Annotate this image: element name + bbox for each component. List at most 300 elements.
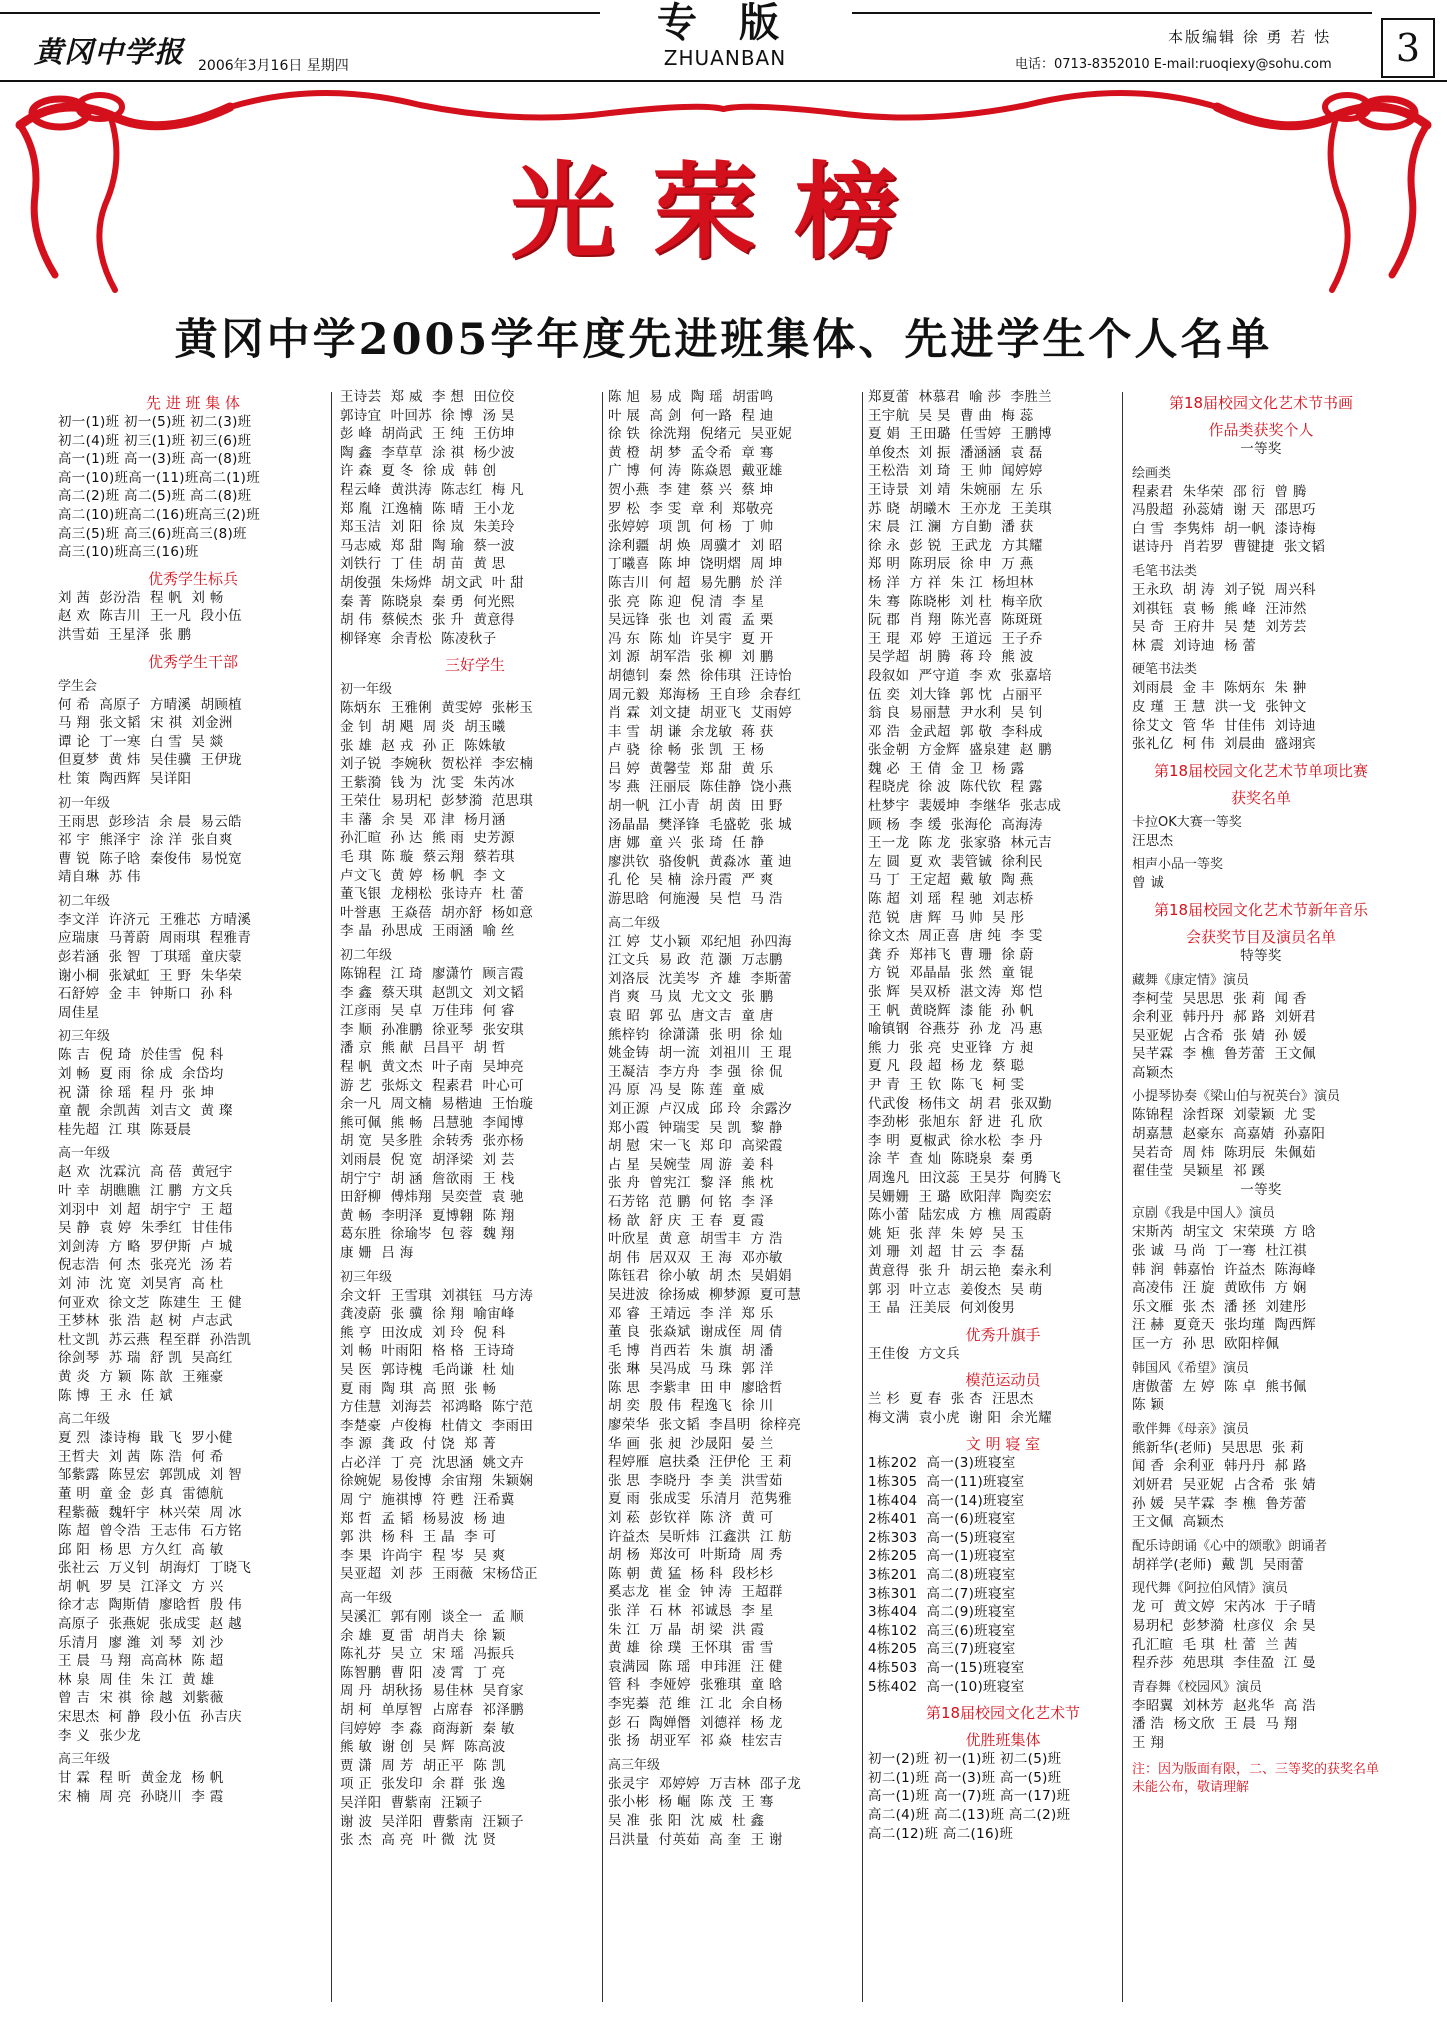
column-2 — [340, 388, 610, 2003]
name-line: 谢小桐 张斌虹 王 野 朱华荣 — [58, 967, 242, 984]
name-line: 陈吉川 何 超 易先鹏 於 洋 — [608, 574, 783, 591]
name-line: 袁满园 陈 瑶 申玮涯 汪 健 — [608, 1658, 783, 1675]
name-line: 周佳星 — [58, 1004, 100, 1021]
name-line: 张 诚 马 尚 丁一骞 杜江祺 — [1132, 1243, 1307, 1260]
name-line: 龙 可 黄文婷 宋芮冰 于子晴 — [1132, 1599, 1316, 1616]
name-line: 占 星 吴婉莹 周 游 姜 科 — [608, 1156, 774, 1173]
award-level: 一等奖 — [1240, 441, 1282, 457]
group-heading: 现代舞《阿拉伯风情》演员 — [1132, 1581, 1289, 1597]
name-line: 王 琨 邓 婷 王道远 王子乔 — [868, 630, 1043, 647]
name-line: 奚志龙 崔 金 钟 涛 王超群 — [608, 1584, 783, 1601]
name-line: 林 震 刘诗迪 杨 蕾 — [1132, 637, 1257, 654]
name-line: 贺小燕 李 建 蔡 兴 蔡 坤 — [608, 481, 774, 498]
name-line: 程晓虎 徐 波 陈代钦 程 露 — [868, 779, 1043, 796]
name-line: 徐文杰 周正喜 唐 纯 李 雯 — [868, 928, 1043, 945]
name-line: 倪志浩 何 杰 张亮光 汤 若 — [58, 1257, 233, 1274]
name-line: 2栋205 高一(1)班寝室 — [868, 1548, 1016, 1565]
name-line: 3栋404 高二(9)班寝室 — [868, 1604, 1016, 1621]
masthead — [0, 0, 1447, 82]
name-line: 卢 骁 徐 畅 张 凯 王 杨 — [608, 742, 765, 759]
name-line: 夏 凡 段 超 杨 龙 蔡 聪 — [868, 1058, 1025, 1075]
name-line: 初一(2)班 初一(1)班 初二(5)班 — [868, 1751, 1062, 1768]
name-line: 张灵宇 邓婷婷 万吉林 邵子龙 — [608, 1775, 802, 1792]
name-line: 5栋402 高一(10)班寝室 — [868, 1678, 1025, 1695]
name-line: 陈锦程 江 琦 廖潇竹 顾言霞 — [340, 966, 524, 983]
name-line: 1栋404 高一(14)班寝室 — [868, 1492, 1025, 1509]
name-line: 匡一方 孙 思 欧阳梓佩 — [1132, 1336, 1280, 1352]
name-line: 程紫薇 魏轩宇 林兴荣 周 冰 — [58, 1504, 242, 1521]
name-line: 占必洋 丁 亮 沈思涵 姚文卉 — [340, 1454, 524, 1471]
name-line: 胡德钊 秦 然 徐伟琪 汪诗怡 — [608, 667, 792, 684]
name-line: 胡 杨 郑汝可 叶斯琦 周 秀 — [608, 1547, 783, 1564]
name-line: 梅文满 袁小虎 谢 阳 余光耀 — [868, 1409, 1052, 1426]
name-line: 汪思杰 — [1132, 832, 1174, 849]
name-line: 孙 媛 吴芊霖 李 樵 鲁芳蕾 — [1132, 1495, 1307, 1512]
name-line: 邓 睿 王靖远 李 洋 郑 乐 — [608, 1305, 774, 1322]
name-line: 洪雪茹 王星泽 张 鹏 — [58, 626, 192, 643]
name-line: 毛 琪 陈 璇 蔡云翔 蔡若琪 — [340, 849, 515, 866]
name-line: 胡祥学(老师) 戴 凯 吴雨蕾 — [1132, 1556, 1305, 1573]
name-line: 初二(1)班 高一(3)班 高一(5)班 — [868, 1769, 1062, 1786]
name-line: 喻镇钢 谷燕芬 孙 龙 冯 惠 — [868, 1021, 1043, 1038]
name-line: 王 晨 马 翔 高高林 陈 超 — [58, 1653, 224, 1670]
name-line: 汪 赫 夏竟天 张均瑾 陶西辉 — [1132, 1317, 1316, 1334]
column-name-en: ZHUANBAN — [663, 46, 787, 70]
name-line: 刘雨晨 倪 宽 胡泽梁 刘 芸 — [340, 1151, 515, 1168]
name-line: 涂 芊 查 灿 陈晓泉 秦 勇 — [868, 1151, 1034, 1168]
name-line: 陈 旭 易 成 陶 瑶 胡雷鸣 — [608, 389, 774, 405]
name-line: 陶 鑫 李草草 涂 祺 杨少波 — [340, 444, 515, 461]
name-line: 管 科 李娅婷 张雅琪 童 晗 — [608, 1677, 783, 1694]
group-heading: 初一年级 — [58, 795, 111, 811]
name-line: 郭 羽 叶立志 姜俊杰 吴 萌 — [868, 1281, 1043, 1298]
section-title: 模范运动员 — [965, 1371, 1041, 1390]
name-line: 吴 静 袁 婷 朱季红 甘佳伟 — [58, 1220, 233, 1237]
name-line: 苏 晓 胡曦木 王亦龙 王美琪 — [868, 500, 1052, 517]
name-line: 郭 洪 杨 科 王 晶 李 可 — [340, 1529, 497, 1546]
name-line: 王宇航 吴 昊 曹 曲 梅 蕊 — [868, 407, 1034, 424]
name-line: 祝 潇 徐 瑶 程 丹 张 坤 — [58, 1084, 215, 1101]
name-line: 吴进波 徐扬威 柳梦源 夏可慧 — [608, 1286, 802, 1303]
group-heading: 韩国风《希望》演员 — [1132, 1360, 1250, 1376]
name-line: 初一(1)班 初一(5)班 初二(3)班 — [58, 414, 252, 430]
name-line: 方佳慧 刘海芸 祁鸿略 陈宁范 — [340, 1399, 534, 1416]
name-line: 冯 东 陈 灿 许昊宇 夏 开 — [608, 630, 774, 647]
name-line: 高二(10)班高二(16)班高三(2)班 — [58, 506, 261, 523]
section-title: 文 明 寝 室 — [965, 1435, 1041, 1454]
name-line: 余利亚 韩丹丹 郝 路 刘妍君 — [1132, 1009, 1316, 1026]
name-line: 陈 超 刘 瑶 程 驰 刘志桥 — [868, 891, 1034, 908]
name-line: 黄 雄 徐 璞 王怀琪 雷 雪 — [608, 1640, 774, 1657]
group-heading: 高一年级 — [58, 1146, 111, 1162]
group-heading: 高一年级 — [340, 1591, 393, 1607]
name-line: 伍 奕 刘大锋 郭 忱 占丽平 — [868, 686, 1043, 703]
name-line: 贾 潇 周 芳 胡正平 陈 凯 — [340, 1757, 506, 1774]
name-line: 翁 良 易丽慧 尹水利 吴 钊 — [868, 705, 1043, 722]
name-line: 3栋301 高二(7)班寝室 — [868, 1585, 1016, 1602]
group-heading: 配乐诗朗诵《心中的颂歌》朗诵者 — [1132, 1538, 1328, 1554]
name-line: 徐 铁 徐洗翔 倪绪元 吴亚妮 — [608, 426, 792, 443]
name-line: 靖自琳 苏 伟 — [58, 869, 141, 886]
name-line: 游 艺 张烁文 程素君 叶心可 — [340, 1077, 524, 1094]
name-line: 黄 炎 方 颖 陈 歆 王雍豪 — [58, 1368, 224, 1385]
name-line: 李 晶 孙思成 王雨涵 喻 丝 — [340, 923, 515, 940]
group-heading: 绘画类 — [1132, 465, 1172, 481]
newspaper-logo: 黄冈中学报 — [34, 35, 185, 69]
name-line: 邹紫露 陈昱宏 郭凯成 刘 智 — [58, 1467, 242, 1484]
name-line: 涂利疆 胡 焕 周骥才 刘 昭 — [608, 537, 783, 554]
name-line: 江彦雨 吴 卓 万佳玮 何 睿 — [340, 1003, 515, 1020]
section-title: 会获奖节目及演员名单 — [1185, 927, 1336, 946]
name-line: 胡宁宁 胡 涵 詹欲雨 王 栈 — [340, 1170, 515, 1187]
name-line: 吴 准 张 阳 沈 威 杜 鑫 — [608, 1812, 765, 1829]
name-line: 夏 雨 陶 琪 高 照 张 畅 — [340, 1380, 497, 1397]
name-line: 何 希 高原子 方晴溪 胡顾植 — [58, 696, 242, 713]
name-line: 王紫漪 钱 为 沈 雯 朱芮冰 — [340, 774, 515, 791]
name-line: 1栋305 高一(11)班寝室 — [868, 1474, 1025, 1491]
name-line: 刘羽中 刘 超 胡宇宁 王 超 — [58, 1201, 233, 1218]
name-line: 张 琳 吴冯成 马 珠 郭 洋 — [608, 1361, 774, 1378]
name-line: 陈 超 曾令浩 王志伟 石方铭 — [58, 1523, 242, 1540]
group-heading: 卡拉OK大赛一等奖 — [1132, 814, 1242, 830]
name-line: 项 正 张发印 余 群 张 逸 — [340, 1776, 506, 1793]
award-level: 一等奖 — [1240, 1181, 1282, 1198]
name-line: 张 辉 吴双桥 湛文涛 郑 恺 — [868, 984, 1043, 1000]
name-line: 范 锐 唐 辉 马 帅 吴 彤 — [868, 909, 1025, 926]
name-line: 唐 娜 童 兴 张 琦 任 静 — [608, 835, 765, 852]
name-line: 曾 诚 — [1132, 875, 1165, 892]
name-line: 龚凌蔚 张 骥 徐 翔 喻宙峰 — [340, 1306, 515, 1323]
name-line: 吴姗姗 王 璐 欧阳萍 陶奕宏 — [868, 1188, 1052, 1205]
group-heading: 京剧《我是中国人》演员 — [1132, 1206, 1276, 1222]
section-title: 第18届校园文化艺术节 — [925, 1704, 1081, 1723]
name-line: 马 翔 张文韬 宋 祺 刘金洲 — [58, 715, 233, 732]
name-line: 程素君 朱华荣 邵 衍 曾 腾 — [1132, 483, 1307, 500]
section-title: 第18届校园文化艺术节书画 — [1168, 394, 1354, 412]
name-line: 尹 青 王 钦 陈 飞 柯 雯 — [868, 1076, 1025, 1093]
name-line: 熊新华(老师) 吴思思 张 莉 — [1132, 1439, 1305, 1456]
name-line: 张 洋 石 林 祁诚恳 李 星 — [608, 1603, 774, 1619]
name-line: 陈礼芬 吴 立 宋 瑶 冯振兵 — [340, 1646, 515, 1663]
name-line: 4栋205 高三(7)班寝室 — [868, 1641, 1016, 1658]
name-line: 朱 骞 陈晓彬 刘 杜 梅辛欣 — [868, 593, 1043, 610]
name-line: 初二(4)班 初三(1)班 初三(6)班 — [58, 432, 252, 449]
name-line: 徐剑琴 苏 瑞 舒 凯 吴高红 — [58, 1350, 233, 1367]
name-line: 廖洪钦 骆俊帆 黄淼冰 董 迪 — [608, 853, 792, 870]
name-line: 罗 松 李 雯 章 利 郑敬亮 — [608, 500, 774, 517]
name-line: 刘 菘 彭钦祥 陈 济 黄 可 — [608, 1510, 774, 1527]
name-line: 李柯莹 吴思思 张 莉 闻 香 — [1132, 990, 1307, 1007]
group-heading: 硬笔书法类 — [1132, 662, 1198, 678]
column-divider — [1122, 392, 1123, 2002]
issue-date: 2006年3月16日 星期四 — [198, 58, 349, 74]
name-line: 1栋202 高一(3)班寝室 — [868, 1455, 1016, 1472]
name-line: 陈智鹏 曹 阳 凌 霄 丁 亮 — [340, 1664, 506, 1681]
name-line: 陈 吉 倪 琦 於佳雪 倪 科 — [58, 1047, 224, 1064]
name-line: 程婷雁 扈扶桑 汪伊伦 王 莉 — [608, 1454, 792, 1471]
name-line: 王佳俊 方文兵 — [868, 1345, 960, 1362]
name-line: 王凝洁 李方舟 李 强 徐 侃 — [608, 1063, 783, 1080]
name-line: 曹 锐 陈子晗 秦俊伟 易悦宽 — [58, 850, 242, 867]
name-line: 胡 宽 吴多胜 余转秀 张亦杨 — [340, 1133, 524, 1150]
group-heading: 学生会 — [58, 678, 98, 694]
name-line: 吴芊霖 李 樵 鲁芳蕾 王文佩 — [1132, 1046, 1316, 1063]
name-line: 廖荣华 张文韬 李昌明 徐梓亮 — [608, 1417, 802, 1434]
name-line: 吴亚妮 占含希 张 婧 孙 媛 — [1132, 1027, 1307, 1044]
name-line: 高三(5)班 高三(6)班高三(8)班 — [58, 525, 247, 542]
name-line: 高三(10)班高三(16)班 — [58, 544, 199, 561]
name-line: 陈炳东 王雅俐 黄雯婷 张彬玉 — [340, 700, 534, 717]
name-line: 郑夏蕾 林慕君 喻 莎 李胜兰 — [868, 389, 1052, 405]
name-line: 马 丁 王定超 戴 敏 陶 燕 — [868, 872, 1034, 889]
name-line: 4栋102 高三(6)班寝室 — [868, 1622, 1016, 1639]
name-line: 周元毅 郑海杨 王自珍 余春红 — [608, 686, 802, 703]
section-title: 获奖名单 — [1230, 788, 1291, 807]
name-line: 张婷婷 项 凯 何 杨 丁 帅 — [608, 519, 774, 536]
name-line: 郑 哲 孟 韬 杨易波 杨 迪 — [340, 1510, 506, 1527]
name-line: 陈小蕾 陆宏成 方 樵 周霞蔚 — [868, 1207, 1052, 1224]
name-line: 熊 亨 田汝成 刘 玲 倪 科 — [340, 1324, 506, 1341]
name-line: 余一凡 周文楠 易楷迪 王怡璇 — [340, 1096, 534, 1113]
column-4 — [868, 388, 1138, 2003]
name-line: 刘洛辰 沈美岑 齐 雄 李斯蕾 — [608, 970, 792, 987]
section-title: 优秀学生干部 — [147, 652, 238, 671]
name-line: 王雨思 彭珍洁 余 晨 易云皓 — [58, 813, 242, 830]
name-line: 石芳铭 范 鹏 何 铭 李 泽 — [608, 1193, 774, 1210]
name-line: 闫婷婷 李 淼 商海新 秦 敏 — [340, 1720, 515, 1737]
footnote: 注：因为版面有限，二、三等奖的获奖名单未能公布，敬请理解 — [1132, 1761, 1380, 1795]
name-line: 程乔莎 苑思琪 李佳盈 江 曼 — [1132, 1655, 1316, 1672]
name-line: 祁 宇 熊泽宇 涂 洋 张自爽 — [58, 832, 233, 849]
name-line: 赵 欢 陈吉川 王一凡 段小伍 — [58, 608, 242, 625]
name-line: 程云峰 黄洪涛 陈志红 梅 凡 — [340, 481, 524, 498]
section-title: 优秀升旗手 — [965, 1325, 1041, 1344]
name-line: 吴亚超 刘 莎 王雨薇 宋杨岱正 — [340, 1566, 538, 1583]
name-line: 谭 论 丁一寒 白 雪 吴 燚 — [58, 733, 224, 750]
column-divider — [331, 392, 332, 2002]
name-line: 胡 伟 蔡候杰 张 升 黄意得 — [340, 612, 515, 629]
name-line: 刘妍君 吴亚妮 占含希 张 婧 — [1132, 1476, 1316, 1493]
name-line: 葛东胜 徐瑜岑 包 蓉 魏 翔 — [340, 1226, 515, 1243]
name-line: 马志威 郑 甜 陶 瑜 蔡一波 — [340, 537, 515, 554]
name-line: 王 帆 黄晓辉 漆 能 孙 帆 — [868, 1002, 1034, 1019]
name-line: 胡 柯 单厚智 占席春 祁泽鹏 — [340, 1702, 524, 1718]
name-line: 卢文飞 黄 婷 杨 帆 李 文 — [340, 867, 506, 884]
name-line: 张 杰 高 亮 叶 微 沈 贤 — [340, 1832, 497, 1849]
group-heading: 高三年级 — [608, 1757, 661, 1773]
page-editors: 本版编辑 徐 勇 若 怯 — [1168, 28, 1332, 46]
name-line: 吴溪汇 郭有刚 谈全一 孟 顺 — [340, 1609, 524, 1626]
name-line: 张金朝 方金辉 盛泉建 赵 鹏 — [868, 742, 1052, 759]
name-line: 陈 朝 黄 猛 杨 科 段杉杉 — [608, 1565, 774, 1582]
column-name — [640, 0, 810, 70]
name-line: 刘 源 胡军浩 张 柳 刘 鹏 — [608, 649, 774, 666]
name-line: 余 雄 夏 雷 胡肖夫 徐 颖 — [340, 1627, 506, 1644]
name-line: 张 舟 曾宪江 黎 泽 熊 枕 — [608, 1175, 774, 1192]
name-line: 刘 珊 刘 超 甘 云 李 磊 — [868, 1244, 1025, 1261]
name-line: 刘 沛 沈 宽 刘昊宵 高 杜 — [58, 1275, 224, 1292]
name-line: 宋 晨 江 澜 方自勤 潘 获 — [868, 519, 1034, 536]
name-line: 彭 石 陶婵僭 刘德祥 杨 龙 — [608, 1714, 783, 1731]
name-line: 刘祺钰 袁 畅 熊 峰 汪沛然 — [1132, 600, 1307, 617]
column-divider — [602, 392, 603, 2002]
name-line: 高一(1)班 高一(7)班 高一(17)班 — [868, 1788, 1071, 1805]
name-line: 熊 敏 谢 创 吴 辉 陈高波 — [340, 1739, 506, 1756]
name-line: 广 博 何 涛 陈焱恩 戴亚雄 — [608, 463, 783, 480]
contact-info: 电话：0713-8352010 E-mail:ruoqiexy@sohu.com — [1015, 57, 1332, 72]
masthead-rule-right — [852, 12, 1372, 14]
name-line: 王诗景 刘 靖 朱婉丽 左 乐 — [868, 481, 1043, 498]
name-line: 桂先超 江 琪 陈聂晨 — [58, 1121, 192, 1138]
name-line: 汤晶晶 樊泽锋 毛盛乾 张 城 — [608, 816, 792, 833]
name-line: 陈 思 李紫聿 田 申 廖晗哲 — [608, 1379, 783, 1396]
name-line: 王文佩 高颖杰 — [1132, 1514, 1224, 1531]
name-line: 韩 润 韩嘉怡 许益杰 陈海峰 — [1132, 1261, 1316, 1278]
name-line: 唐傲蕾 左 婷 陈 卓 熊书佩 — [1132, 1378, 1307, 1395]
name-line: 徐 永 彭 锐 王武龙 方其耀 — [868, 537, 1043, 554]
name-line: 吴 奇 王府井 吴 楚 刘芳芸 — [1132, 619, 1307, 636]
honor-roll-title: 光荣榜 — [510, 150, 937, 273]
name-line: 王诗芸 郑 威 李 想 田位佼 — [340, 389, 515, 405]
name-line: 胡 奕 殷 伟 程逸飞 徐 川 — [608, 1398, 774, 1415]
name-line: 杨 歆 舒 庆 王 春 夏 霞 — [608, 1212, 765, 1229]
name-line: 白 雪 李隽炜 胡一帆 漆诗梅 — [1132, 520, 1316, 537]
group-heading: 初二年级 — [340, 948, 393, 964]
name-line: 徐艾文 管 华 甘佳伟 刘诗迪 — [1132, 717, 1316, 734]
name-line: 李宪蓁 范 维 江 北 余自杨 — [608, 1695, 783, 1712]
name-line: 张 亮 陈 迎 倪 清 李 星 — [608, 593, 765, 610]
name-line: 夏 烈 漆诗梅 戢 飞 罗小健 — [58, 1430, 233, 1447]
name-line: 赵 欢 沈霖沆 高 蓓 黄冠宇 — [58, 1164, 233, 1181]
name-line: 肖 爽 马 岚 尤文文 张 鹏 — [608, 989, 774, 1006]
name-line: 姚 矩 张 萍 朱 婷 吴 玉 — [868, 1225, 1025, 1242]
name-line: 徐婉妮 易俊博 余宙翔 朱颖娴 — [340, 1473, 534, 1490]
name-line: 石舒婷 金 丰 钟斯口 孙 科 — [58, 986, 233, 1003]
name-line: 代武俊 杨伟文 胡 君 张双勤 — [868, 1095, 1052, 1112]
name-line: 郑 胤 江逸楠 陈 晴 王小龙 — [340, 500, 515, 517]
name-line: 皮 瑾 王 慧 洪一戈 张钟文 — [1132, 698, 1307, 715]
name-line: 熊梓钧 徐潇潇 张 明 徐 灿 — [608, 1026, 783, 1043]
section-title: 先 进 班 集 体 — [145, 394, 241, 412]
name-line: 周逸凡 田汶蕊 王昊芬 何腾飞 — [868, 1169, 1062, 1186]
name-line: 冯 原 冯 旻 陈 莲 童 威 — [608, 1082, 765, 1099]
name-line: 王永玖 胡 涛 刘子锐 周兴科 — [1132, 581, 1316, 598]
name-line: 丰 雪 胡 谦 余龙敏 蒋 获 — [608, 723, 774, 740]
name-line: 张礼亿 柯 伟 刘晨曲 盛翊宾 — [1132, 736, 1316, 753]
name-line: 潘 浩 杨文欣 王 晨 马 翔 — [1132, 1716, 1298, 1733]
section-title: 第18届校园文化艺术节单项比赛 — [1153, 761, 1369, 780]
name-line: 李 源 龚 政 付 饶 郑 菁 — [340, 1436, 497, 1453]
masthead-rule-bottom — [0, 80, 1447, 82]
name-line: 程 帆 黄文杰 叶子南 吴坤亮 — [340, 1059, 524, 1075]
name-line: 王一龙 陈 龙 张家骆 林元吉 — [868, 835, 1052, 852]
name-line: 杜梦宇 裴媛坤 李继华 张志成 — [868, 798, 1062, 815]
name-line: 叶欣星 黄 意 胡雪丰 方 浩 — [608, 1231, 783, 1248]
name-line: 邓 浩 金武超 郭 敬 李科成 — [868, 723, 1043, 740]
name-line: 徐才志 陶斯倩 廖晗哲 殷 伟 — [58, 1597, 242, 1614]
group-heading: 初三年级 — [58, 1029, 111, 1045]
name-line: 袁 昭 郭 弘 唐文吉 童 唐 — [608, 1008, 774, 1024]
column-3 — [608, 388, 878, 2003]
name-line: 吕 婷 黄馨莹 郑 甜 黄 乐 — [608, 760, 774, 777]
name-line: 谌诗丹 肖若罗 曹键捷 张文韬 — [1132, 539, 1326, 556]
name-line: 杨 洋 方 祥 朱 江 杨坦林 — [868, 574, 1034, 591]
group-heading: 歌伴舞《母亲》演员 — [1132, 1421, 1250, 1437]
name-line: 段叙如 严守道 李 欢 张嘉培 — [868, 667, 1052, 684]
name-line: 宋 楠 周 亮 孙晓川 李 霞 — [58, 1788, 224, 1805]
name-line: 李文洋 许济元 王雅芯 方晴溪 — [58, 911, 252, 928]
column-1 — [58, 388, 328, 2003]
name-line: 彭若涵 张 智 丁琪瑶 童庆蒙 — [58, 949, 242, 966]
group-heading: 小提琴协奏《梁山伯与祝英台》演员 — [1132, 1089, 1341, 1105]
name-line: 刘正源 卢汉成 邱 玲 余露汐 — [608, 1100, 792, 1117]
name-line: 胡嘉慧 赵豪东 高嘉婧 孙嘉阳 — [1132, 1126, 1326, 1143]
name-line: 叶 幸 胡瞧瞧 江 鹏 方文兵 — [58, 1183, 233, 1199]
name-line: 魏 必 王 倩 金 卫 杨 露 — [868, 760, 1025, 777]
name-line: 高原子 张燕妮 张成雯 赵 越 — [58, 1616, 242, 1633]
name-line: 刘 畅 夏 雨 徐 成 余岱均 — [58, 1066, 224, 1083]
name-line: 王 晶 汪美辰 何刘俊男 — [868, 1300, 1016, 1317]
name-line: 刘 畅 叶雨阳 格 格 王诗琦 — [340, 1343, 515, 1360]
name-line: 宋斯芮 胡宝文 宋荣瑛 方 晗 — [1132, 1224, 1316, 1241]
name-line: 田舒柳 傅炜翔 吴奕萱 袁 驰 — [340, 1189, 524, 1206]
name-line: 江 婷 艾小颖 邓纪旭 孙四海 — [608, 933, 792, 950]
name-line: 王梦林 张 浩 赵 树 卢志武 — [58, 1313, 233, 1330]
name-line: 秦 菁 陈晓泉 秦 勇 何光熙 — [340, 593, 515, 610]
name-line: 阮 郡 肖 翔 陈光喜 陈斑斑 — [868, 612, 1043, 629]
name-line: 张 雄 赵 戎 孙 正 陈姝敏 — [340, 737, 506, 754]
name-line: 郑玉洁 刘 阳 徐 岚 朱美玲 — [340, 519, 515, 536]
name-line: 高二(4)班 高二(13)班 高二(2)班 — [868, 1806, 1071, 1823]
name-line: 郑 明 陈玥辰 徐 申 万 燕 — [868, 556, 1034, 573]
name-line: 王松浩 刘 琦 王 帅 闻婷婷 — [868, 463, 1043, 480]
name-line: 谢 波 吴洋阳 曹紫南 汪颖子 — [340, 1813, 524, 1830]
name-line: 游思晗 何施漫 吴 恺 马 浩 — [608, 891, 783, 908]
name-line: 李 明 夏椒武 徐水松 李 丹 — [868, 1132, 1043, 1149]
group-heading: 相声小品一等奖 — [1132, 857, 1224, 873]
name-line: 高一(10)班高一(11)班高二(1)班 — [58, 469, 261, 486]
name-line: 左 圆 夏 欢 裴管铖 徐利民 — [868, 853, 1043, 870]
name-line: 康 姗 吕 海 — [340, 1244, 414, 1261]
name-line: 胡 帆 罗 昊 江泽文 方 兴 — [58, 1578, 224, 1595]
name-line: 胡 伟 居双双 王 海 邓亦敏 — [608, 1249, 783, 1266]
name-line: 刘铁行 丁 佳 胡 苗 黄 思 — [340, 556, 506, 573]
name-line: 吴 医 郭诗槐 毛尚谦 杜 灿 — [340, 1361, 515, 1378]
name-line: 吴学超 胡 腾 蒋 玲 熊 波 — [868, 649, 1034, 666]
name-line: 刘剑涛 方 略 罗伊斯 卢 城 — [58, 1238, 233, 1255]
name-line: 柳铎寒 余青松 陈凌秋子 — [340, 630, 497, 647]
name-line: 高凌伟 汪 旋 黄欧伟 方 娴 — [1132, 1280, 1307, 1297]
name-line: 2栋401 高一(6)班寝室 — [868, 1511, 1016, 1528]
name-line: 甘 霖 程 昕 黄金龙 杨 帆 — [58, 1770, 224, 1787]
name-line: 许 森 夏 冬 徐 成 韩 创 — [340, 463, 497, 480]
name-line: 高二(12)班 高二(16)班 — [868, 1825, 1014, 1842]
group-heading: 初三年级 — [340, 1269, 393, 1285]
column-name-zh: 专 版 — [657, 0, 793, 46]
name-line: 胡一帆 江小青 胡 茵 田 野 — [608, 798, 783, 815]
group-heading: 青春舞《校园风》演员 — [1132, 1679, 1263, 1695]
name-line: 吴远锋 张 也 刘 霞 孟 栗 — [608, 612, 774, 629]
name-line: 叶誉惠 王焱蓓 胡亦舒 杨如意 — [340, 904, 534, 921]
name-line: 丰 藩 余 昊 邓 津 杨月涵 — [340, 811, 506, 828]
name-line: 潘 京 熊 献 吕昌平 胡 哲 — [340, 1040, 506, 1057]
section-title: 作品类获奖个人 — [1208, 421, 1314, 439]
name-line: 闻 香 余利亚 韩丹丹 郝 路 — [1132, 1458, 1307, 1475]
name-line: 林 泉 周 佳 朱 江 黄 雄 — [58, 1671, 215, 1688]
name-line: 熊 力 张 亮 史亚锋 方 昶 — [868, 1039, 1034, 1056]
name-line: 李 鑫 蔡天琪 赵凯文 刘文韬 — [340, 984, 524, 1001]
name-line: 3栋201 高二(8)班寝室 — [868, 1567, 1016, 1584]
